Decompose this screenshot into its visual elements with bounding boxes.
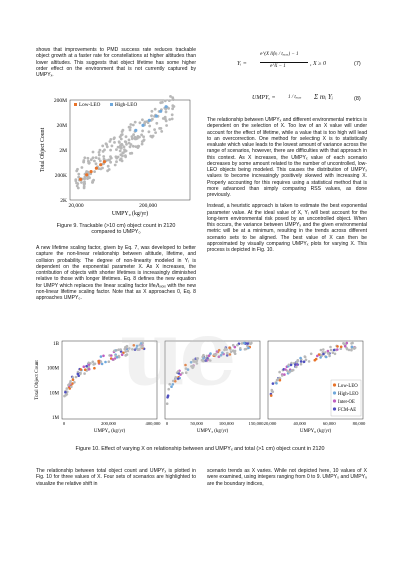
scatter-point-low-leo bbox=[103, 160, 106, 163]
scatter-point-high-leo bbox=[159, 110, 162, 113]
scatter-point-other bbox=[171, 118, 174, 121]
x-tick-label: 50,000 bbox=[190, 421, 203, 426]
scatter-point bbox=[101, 363, 104, 366]
scatter-point bbox=[300, 363, 303, 366]
scatter-point bbox=[73, 381, 76, 384]
scatter-point-other bbox=[119, 144, 122, 147]
scatter-point bbox=[83, 365, 86, 368]
scatter-point bbox=[327, 350, 330, 353]
scatter-point bbox=[330, 349, 333, 352]
scatter-point bbox=[88, 366, 91, 369]
scatter-point-other bbox=[83, 176, 86, 179]
scatter-point bbox=[297, 359, 300, 362]
legend bbox=[74, 102, 137, 108]
equation-8 bbox=[252, 87, 352, 115]
scatter-point bbox=[308, 360, 311, 363]
x-tick-label: 100,000 bbox=[218, 421, 234, 426]
scatter-point bbox=[333, 349, 336, 352]
scatter-point bbox=[85, 365, 88, 368]
scatter-point-high-leo bbox=[165, 105, 168, 108]
scatter-point-other bbox=[171, 113, 174, 116]
x-tick-label: 40,000 bbox=[293, 421, 306, 426]
x-tick-label: 200,000 bbox=[139, 203, 157, 209]
scatter-point-other bbox=[114, 164, 117, 167]
scatter-point-other bbox=[168, 118, 171, 121]
scatter-point-other bbox=[81, 166, 84, 169]
scatter-point-other bbox=[74, 179, 77, 182]
scatter-point-other bbox=[105, 142, 108, 145]
scatter-point bbox=[291, 369, 294, 372]
scatter-point-other bbox=[148, 130, 151, 133]
scatter-point bbox=[83, 372, 86, 375]
scatter-point bbox=[69, 382, 72, 385]
legend-label: Low-LEO bbox=[79, 102, 101, 108]
scatter-point bbox=[322, 353, 325, 356]
scatter-point-other bbox=[92, 151, 95, 154]
x-tick-label: 200,000 bbox=[101, 421, 116, 426]
scatter-point-other bbox=[82, 161, 85, 164]
scatter-point bbox=[320, 349, 323, 352]
scatter-point bbox=[299, 357, 302, 360]
scatter-point-other bbox=[76, 182, 79, 185]
scatter-point bbox=[328, 355, 331, 358]
scatter-point-other bbox=[91, 181, 94, 184]
scatter-point bbox=[70, 386, 73, 389]
y-axis-label: Total Object Count bbox=[34, 360, 40, 400]
scatter-point-other bbox=[165, 111, 168, 114]
scatter-point-other bbox=[129, 152, 132, 155]
scatter-point-high-leo bbox=[141, 124, 144, 127]
scatter-point-other bbox=[125, 141, 128, 144]
scatter-point bbox=[94, 363, 97, 366]
scatter-point-other bbox=[101, 145, 104, 148]
scatter-point bbox=[354, 346, 357, 349]
x-tick-label: 0 bbox=[62, 421, 66, 426]
legend-swatch bbox=[74, 103, 77, 106]
scatter-point-other bbox=[132, 124, 135, 127]
figure-9-caption: Figure 9. Trackable (>10 cm) object count in 2120 compared to UMPY₀ bbox=[56, 223, 176, 235]
paragraph-x-range: scenario trends as X varies. While not depicted here, 10 values of X were examined, using integers ranging from 0 to 9. UMPY₀ and UMPY₉ are the boundary indices, bbox=[207, 468, 367, 487]
scatter-point-other bbox=[118, 140, 121, 143]
scatter-point-other bbox=[109, 149, 112, 152]
scatter-point-other bbox=[93, 170, 96, 173]
scatter-point-low-leo bbox=[90, 170, 93, 173]
y-tick-label: 2K bbox=[60, 198, 67, 204]
x-tick-label: 400,000 bbox=[145, 421, 161, 426]
scatter-point bbox=[77, 373, 80, 376]
scatter-point-other bbox=[115, 160, 118, 163]
scatter-point bbox=[88, 368, 91, 371]
scatter-point-other bbox=[109, 155, 112, 158]
scatter-point-other bbox=[159, 101, 162, 104]
legend-swatch bbox=[110, 103, 113, 106]
x-tick-label: 0 bbox=[165, 421, 169, 426]
x-tick-label: 20,000 bbox=[68, 203, 84, 209]
figure-9-scatter-plot bbox=[36, 90, 196, 220]
scatter-point-high-leo bbox=[148, 119, 151, 122]
y-tick-label: 10M bbox=[49, 391, 59, 397]
scatter-point-other bbox=[107, 165, 110, 168]
scatter-point-other bbox=[152, 135, 155, 138]
scatter-point bbox=[80, 368, 83, 371]
y-tick-label: 100M bbox=[47, 366, 59, 372]
scatter-point-other bbox=[158, 127, 161, 130]
scatter-point-other bbox=[113, 137, 116, 140]
scatter-point-other bbox=[83, 183, 86, 186]
scatter-point-other bbox=[99, 160, 102, 163]
scatter-point-other bbox=[165, 124, 168, 127]
scatter-point bbox=[275, 382, 278, 385]
scatter-point bbox=[316, 355, 319, 358]
scatter-point-other bbox=[83, 156, 86, 159]
legend bbox=[331, 380, 361, 416]
legend-label: Inter-OE bbox=[338, 399, 355, 405]
scatter-point-other bbox=[154, 131, 157, 134]
scatter-point-low-leo bbox=[79, 178, 82, 181]
y-tick-label: 200K bbox=[54, 173, 67, 179]
scatter-point-other bbox=[129, 129, 132, 132]
scatter-point-other bbox=[128, 139, 131, 142]
scatter-point-other bbox=[121, 133, 124, 136]
scatter-point-other bbox=[124, 154, 127, 157]
scatter-point bbox=[112, 358, 115, 361]
scatter-point bbox=[310, 353, 313, 356]
scatter-point bbox=[270, 394, 273, 397]
scatter-point bbox=[72, 378, 75, 381]
eq7-fraction-bar bbox=[260, 62, 308, 63]
figure-10-caption: Figure 10. Effect of varying X on relationship between and UMPYₓ and total (>1 cm) object count in 2120 bbox=[75, 446, 325, 452]
y-tick-label: 200M bbox=[53, 98, 67, 104]
scatter-point-other bbox=[102, 150, 105, 153]
scatter-point-other bbox=[77, 173, 80, 176]
scatter-point-other bbox=[143, 139, 146, 142]
watermark-logo bbox=[120, 300, 290, 406]
x-axis-label: UMPY₃ (kg/yr) bbox=[196, 429, 229, 434]
scatter-point bbox=[75, 376, 78, 379]
scatter-point bbox=[98, 361, 101, 364]
scatter-point-other bbox=[76, 168, 79, 171]
scatter-point bbox=[351, 342, 354, 345]
y-tick-label: 2M bbox=[59, 148, 67, 154]
scatter-point-other bbox=[113, 141, 116, 144]
legend-label: FCM-AE bbox=[338, 407, 357, 413]
eq7-condition: , X ≥ 0 bbox=[310, 61, 326, 67]
scatter-point-low-leo bbox=[99, 163, 102, 166]
paragraph-heuristic: Instead, a heuristic approach is taken to estimate the best exponential parameter value. At the ideal value of X, Yᵢ will best account for the long-term environmental risk posed by an uncontrolled object. When this occurs, the variance between UMPYₓ and the given environmental metric will be at a minimum, resulting in the trends across different scenario sets to be aligned. The best value of X can then be approximated by visually comparing UMPYₓ plots for varying X. This process is depicted in Fig. 10. bbox=[207, 203, 367, 253]
equation-8-number: (8) bbox=[354, 96, 361, 102]
scatter-point-other bbox=[137, 135, 140, 138]
paragraph-intro: shows that improvements to PMD success rate reduces trackable object growth at a faster rate for constellations at higher altitudes than lower altitudes. This suggests that object lifetime has some higher order effect on the environment that is not currently captured by UMPYₓ. bbox=[36, 47, 196, 78]
scatter-point bbox=[84, 368, 87, 371]
scatter-point bbox=[332, 351, 335, 354]
scatter-point-other bbox=[120, 147, 123, 150]
scatter-point bbox=[272, 382, 275, 385]
scatter-point-other bbox=[171, 107, 174, 110]
scatter-point bbox=[64, 391, 67, 394]
scatter-point-other bbox=[111, 145, 114, 148]
scatter-point-other bbox=[98, 154, 101, 157]
scatter-point-other bbox=[153, 128, 156, 131]
eq8-lhs: UMPYₓ = bbox=[252, 95, 276, 101]
scatter-point bbox=[315, 358, 318, 361]
scatter-point-other bbox=[119, 150, 122, 153]
scatter-point-low-leo bbox=[95, 167, 98, 170]
scatter-point-other bbox=[98, 151, 101, 154]
scatter-point-other bbox=[172, 98, 175, 101]
scatter-point-other bbox=[141, 143, 144, 146]
scatter-point-other bbox=[95, 156, 98, 159]
scatter-point-other bbox=[151, 110, 154, 113]
x-axis-label: UMPY₆ (kg/yr) bbox=[299, 429, 332, 434]
scatter-point bbox=[336, 348, 339, 351]
scatter-point bbox=[340, 346, 343, 349]
scatter-point bbox=[344, 345, 347, 348]
scatter-point-low-leo bbox=[85, 173, 88, 176]
scatter-point-other bbox=[134, 121, 137, 124]
legend-marker bbox=[333, 391, 336, 394]
legend-marker bbox=[333, 399, 336, 402]
scatter-point-other bbox=[129, 145, 132, 148]
legend-label: High-LEO bbox=[338, 391, 359, 397]
scatter-point bbox=[325, 356, 328, 359]
scatter-point-other bbox=[168, 99, 171, 102]
scatter-point bbox=[63, 395, 66, 398]
scatter-point bbox=[66, 387, 69, 390]
scatter-point-other bbox=[87, 157, 90, 160]
scatter-point-other bbox=[155, 122, 158, 125]
scatter-point bbox=[116, 356, 119, 359]
scatter-point-other bbox=[150, 114, 153, 117]
scatter-point-other bbox=[132, 145, 135, 148]
scatter-point-other bbox=[164, 99, 167, 102]
x-tick-label: 60,000 bbox=[323, 421, 336, 426]
scatter-point-high-leo bbox=[134, 129, 137, 132]
scatter-point-other bbox=[80, 181, 83, 184]
scatter-point bbox=[72, 376, 75, 379]
x-tick-label: 80,000 bbox=[352, 421, 366, 426]
scatter-point bbox=[108, 360, 111, 363]
scatter-point bbox=[342, 342, 345, 345]
scatter-point-other bbox=[120, 138, 123, 141]
scatter-point bbox=[87, 362, 90, 365]
scatter-point bbox=[334, 353, 337, 356]
scatter-point bbox=[303, 360, 306, 363]
scatter-point-other bbox=[141, 130, 144, 133]
eq7-numerator: e^(X lifeᵢ / tₓₓₓₓ) − 1 bbox=[260, 52, 299, 57]
scatter-point-other bbox=[171, 104, 174, 107]
scatter-point-other bbox=[135, 145, 138, 148]
x-axis-label: UMPY₀ (kg/yr) bbox=[93, 429, 126, 434]
scatter-point bbox=[110, 354, 113, 357]
scatter-point-other bbox=[102, 155, 105, 158]
scatter-point bbox=[92, 361, 95, 364]
paragraph-lifetime-scaling: A new lifetime scaling factor, given by Eq. 7, was developed to better capture the non-linear relationship between altitude, lifetime, and collision probability. The degree of non-linearity modeled in Yᵢ is dependent on the exponential parameter X. As X increases, the contribution of objects with shorter lifetimes is increasingly diminished relative to those with longer lifetimes. Eq. 8 defines the new equation for UMPY which replaces the linear scaling factor lifeᵢ/tₓₓₓₓ with the new non-linear lifetime scaling factor. Note that as X approaches 0, Eq. 8 approaches UMPY₀. bbox=[36, 245, 196, 301]
scatter-point bbox=[294, 363, 297, 366]
scatter-point bbox=[329, 346, 332, 349]
scatter-point bbox=[102, 355, 105, 358]
scatter-point bbox=[351, 346, 354, 349]
y-tick-label: 1M bbox=[52, 416, 59, 421]
scatter-point-other bbox=[108, 168, 111, 171]
scatter-point bbox=[348, 349, 351, 352]
scatter-point-other bbox=[132, 133, 135, 136]
scatter-point-other bbox=[95, 162, 98, 165]
paragraph-x-selection: The relationship between UMPYₓ and different environmental metrics is dependent on the selection of X. Too low of an X value will under account for the effect of lifetime, while a value that is too high will lead to an overcorrection. One method for selecting X is to statistically evaluate which value leads to the lowest amount of variance across the range of scenarios, however, there are difficulties with that approach in this context. As X increases, the UMPYₓ value of each scenario decreases by some amount related to the number of uncontrolled, low-LEO objects being modeled. This causes the distribution of UMPYₓ values to become increasingly positively skewed with increasing X. Properly accounting for this requires using a statistical method that is more advanced than simply comparing RSS values, as done previously. bbox=[207, 117, 367, 198]
watermark-text: ue bbox=[120, 300, 231, 406]
scatter-point-other bbox=[128, 142, 131, 145]
eq7-denominator: e^X − 1 bbox=[270, 64, 286, 69]
paragraph-fig10-intro: The relationship between total object count and UMPYₓ is plotted in Fig. 10 for three values of X. Four sets of scenarios are highlighted to visualize the relative shift in bbox=[36, 468, 196, 487]
scatter-point-other bbox=[139, 121, 142, 124]
scatter-point bbox=[305, 359, 308, 362]
x-axis-label: UMPY₀ (kg/yr) bbox=[111, 211, 149, 217]
scatter-point-other bbox=[122, 129, 125, 132]
y-tick-label: 20M bbox=[56, 123, 67, 129]
scatter-point-other bbox=[128, 126, 131, 129]
x-tick-label: 20,000 bbox=[263, 421, 277, 426]
eq8-sum: Σ mᵢ Yᵢ bbox=[314, 93, 333, 101]
scatter-point-other bbox=[125, 135, 128, 138]
legend-label: High-LEO bbox=[115, 102, 138, 108]
scatter-point-other bbox=[106, 145, 109, 148]
right-column-text bbox=[207, 117, 367, 258]
scatter-point bbox=[336, 345, 339, 348]
y-tick-label: 1B bbox=[53, 342, 59, 347]
legend-label: Low-LEO bbox=[338, 383, 358, 389]
scatter-point-other bbox=[109, 138, 112, 141]
y-axis-label: Total Object Count bbox=[40, 127, 46, 173]
scatter-point bbox=[304, 355, 307, 358]
equation-7-number: (7) bbox=[354, 61, 361, 67]
scatter-point-other bbox=[88, 162, 91, 165]
scatter-point-other bbox=[115, 148, 118, 151]
scatter-point bbox=[319, 356, 322, 359]
scatter-point bbox=[113, 350, 116, 353]
scatter-point-other bbox=[148, 125, 151, 128]
scatter-point-other bbox=[121, 155, 124, 158]
scatter-point-other bbox=[92, 156, 95, 159]
scatter-point bbox=[272, 391, 275, 394]
legend-marker bbox=[333, 383, 336, 386]
scatter-point bbox=[104, 361, 107, 364]
scatter-point-other bbox=[76, 185, 79, 188]
scatter-point-other bbox=[121, 160, 124, 163]
scatter-point-other bbox=[123, 148, 126, 151]
scatter-point bbox=[100, 355, 103, 358]
scatter-point bbox=[322, 348, 325, 351]
scatter-point-other bbox=[129, 123, 132, 126]
scatter-point bbox=[295, 366, 298, 369]
scatter-point-other bbox=[160, 130, 163, 133]
legend-marker bbox=[333, 407, 336, 410]
scatter-point-other bbox=[154, 108, 157, 111]
scatter-point-other bbox=[162, 117, 165, 120]
eq7-lhs: Yᵢ = bbox=[237, 61, 247, 67]
scatter-point-other bbox=[93, 160, 96, 163]
scatter-point-other bbox=[141, 118, 144, 121]
scatter-point-other bbox=[115, 155, 118, 158]
eq8-fraction: 1 / tₓₓₓₓ bbox=[288, 95, 302, 100]
scatter-point bbox=[79, 373, 82, 376]
x-tick-label: 150,000 bbox=[248, 421, 264, 426]
scatter-point-other bbox=[99, 168, 102, 171]
scatter-point-other bbox=[121, 152, 124, 155]
scatter-point bbox=[300, 360, 303, 363]
scatter-point-high-leo bbox=[155, 115, 158, 118]
equation-7 bbox=[237, 52, 357, 78]
scatter-point-other bbox=[108, 159, 111, 162]
scatter-point bbox=[93, 367, 96, 370]
scatter-point bbox=[350, 348, 353, 351]
scatter-point-other bbox=[140, 134, 143, 137]
